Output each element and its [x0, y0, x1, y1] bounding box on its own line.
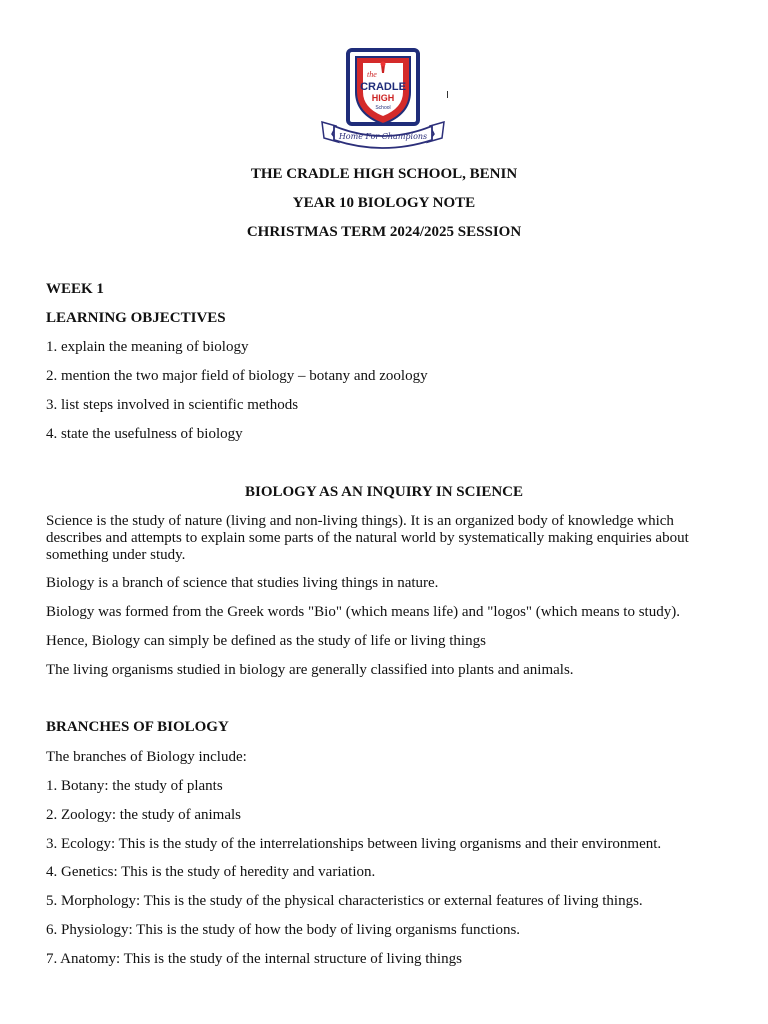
section-heading: BIOLOGY AS AN INQUIRY IN SCIENCE: [244, 484, 523, 500]
school-name: THE CRADLE HIGH SCHOOL, BENIN: [250, 166, 518, 182]
list-item: 5. Morphology: This is the study of the physical characteristics or external features of living things.: [46, 893, 643, 909]
paragraph: The living organisms studied in biology are generally classified into plants and animals.: [46, 662, 574, 678]
paragraph: Science is the study of nature (living and non-living things). It is an organized body of knowledge which describes and attempts to explain some parts of the natural world by systematically making enquiries about something under study.: [46, 513, 689, 563]
logo-text-school: School: [375, 105, 391, 111]
list-item: 3. list steps involved in scientific methods: [46, 397, 299, 413]
logo-text-cradle: CRADLE: [360, 81, 406, 93]
list-item: 1. explain the meaning of biology: [46, 339, 249, 355]
list-item: 6. Physiology: This is the study of how the body of living organisms functions.: [46, 922, 521, 938]
crest-icon: [318, 46, 448, 152]
list-item: 4. state the usefulness of biology: [46, 426, 243, 442]
paragraph: The branches of Biology include:: [46, 749, 247, 765]
school-logo: [318, 46, 448, 152]
list-item: 3. Ecology: This is the study of the interrelationships between living organisms and their environment.: [46, 836, 662, 852]
objectives-heading: LEARNING OBJECTIVES: [46, 310, 226, 326]
paragraph: Biology is a branch of science that studies living things in nature.: [46, 575, 439, 591]
list-item: 7. Anatomy: This is the study of the internal structure of living things: [46, 951, 462, 967]
list-item: 4. Genetics: This is the study of heredity and variation.: [46, 864, 376, 880]
paragraph: Biology was formed from the Greek words "Bio" (which means life) and "logos" (which means to study).: [46, 604, 680, 620]
list-item: 2. Zoology: the study of animals: [46, 807, 241, 823]
divider-mark: [447, 91, 448, 98]
week-label: WEEK 1: [46, 281, 104, 297]
logo-motto: Home For Champions: [338, 132, 428, 141]
logo-text-the: the: [367, 70, 377, 79]
logo-text-high: HIGH: [371, 93, 395, 103]
list-item: 2. mention the two major field of biology – botany and zoology: [46, 368, 428, 384]
note-title: YEAR 10 BIOLOGY NOTE: [292, 195, 476, 211]
list-item: 1. Botany: the study of plants: [46, 778, 223, 794]
section-heading: BRANCHES OF BIOLOGY: [46, 719, 229, 735]
term-session: CHRISTMAS TERM 2024/2025 SESSION: [246, 224, 522, 240]
paragraph: Hence, Biology can simply be defined as the study of life or living things: [46, 633, 486, 649]
